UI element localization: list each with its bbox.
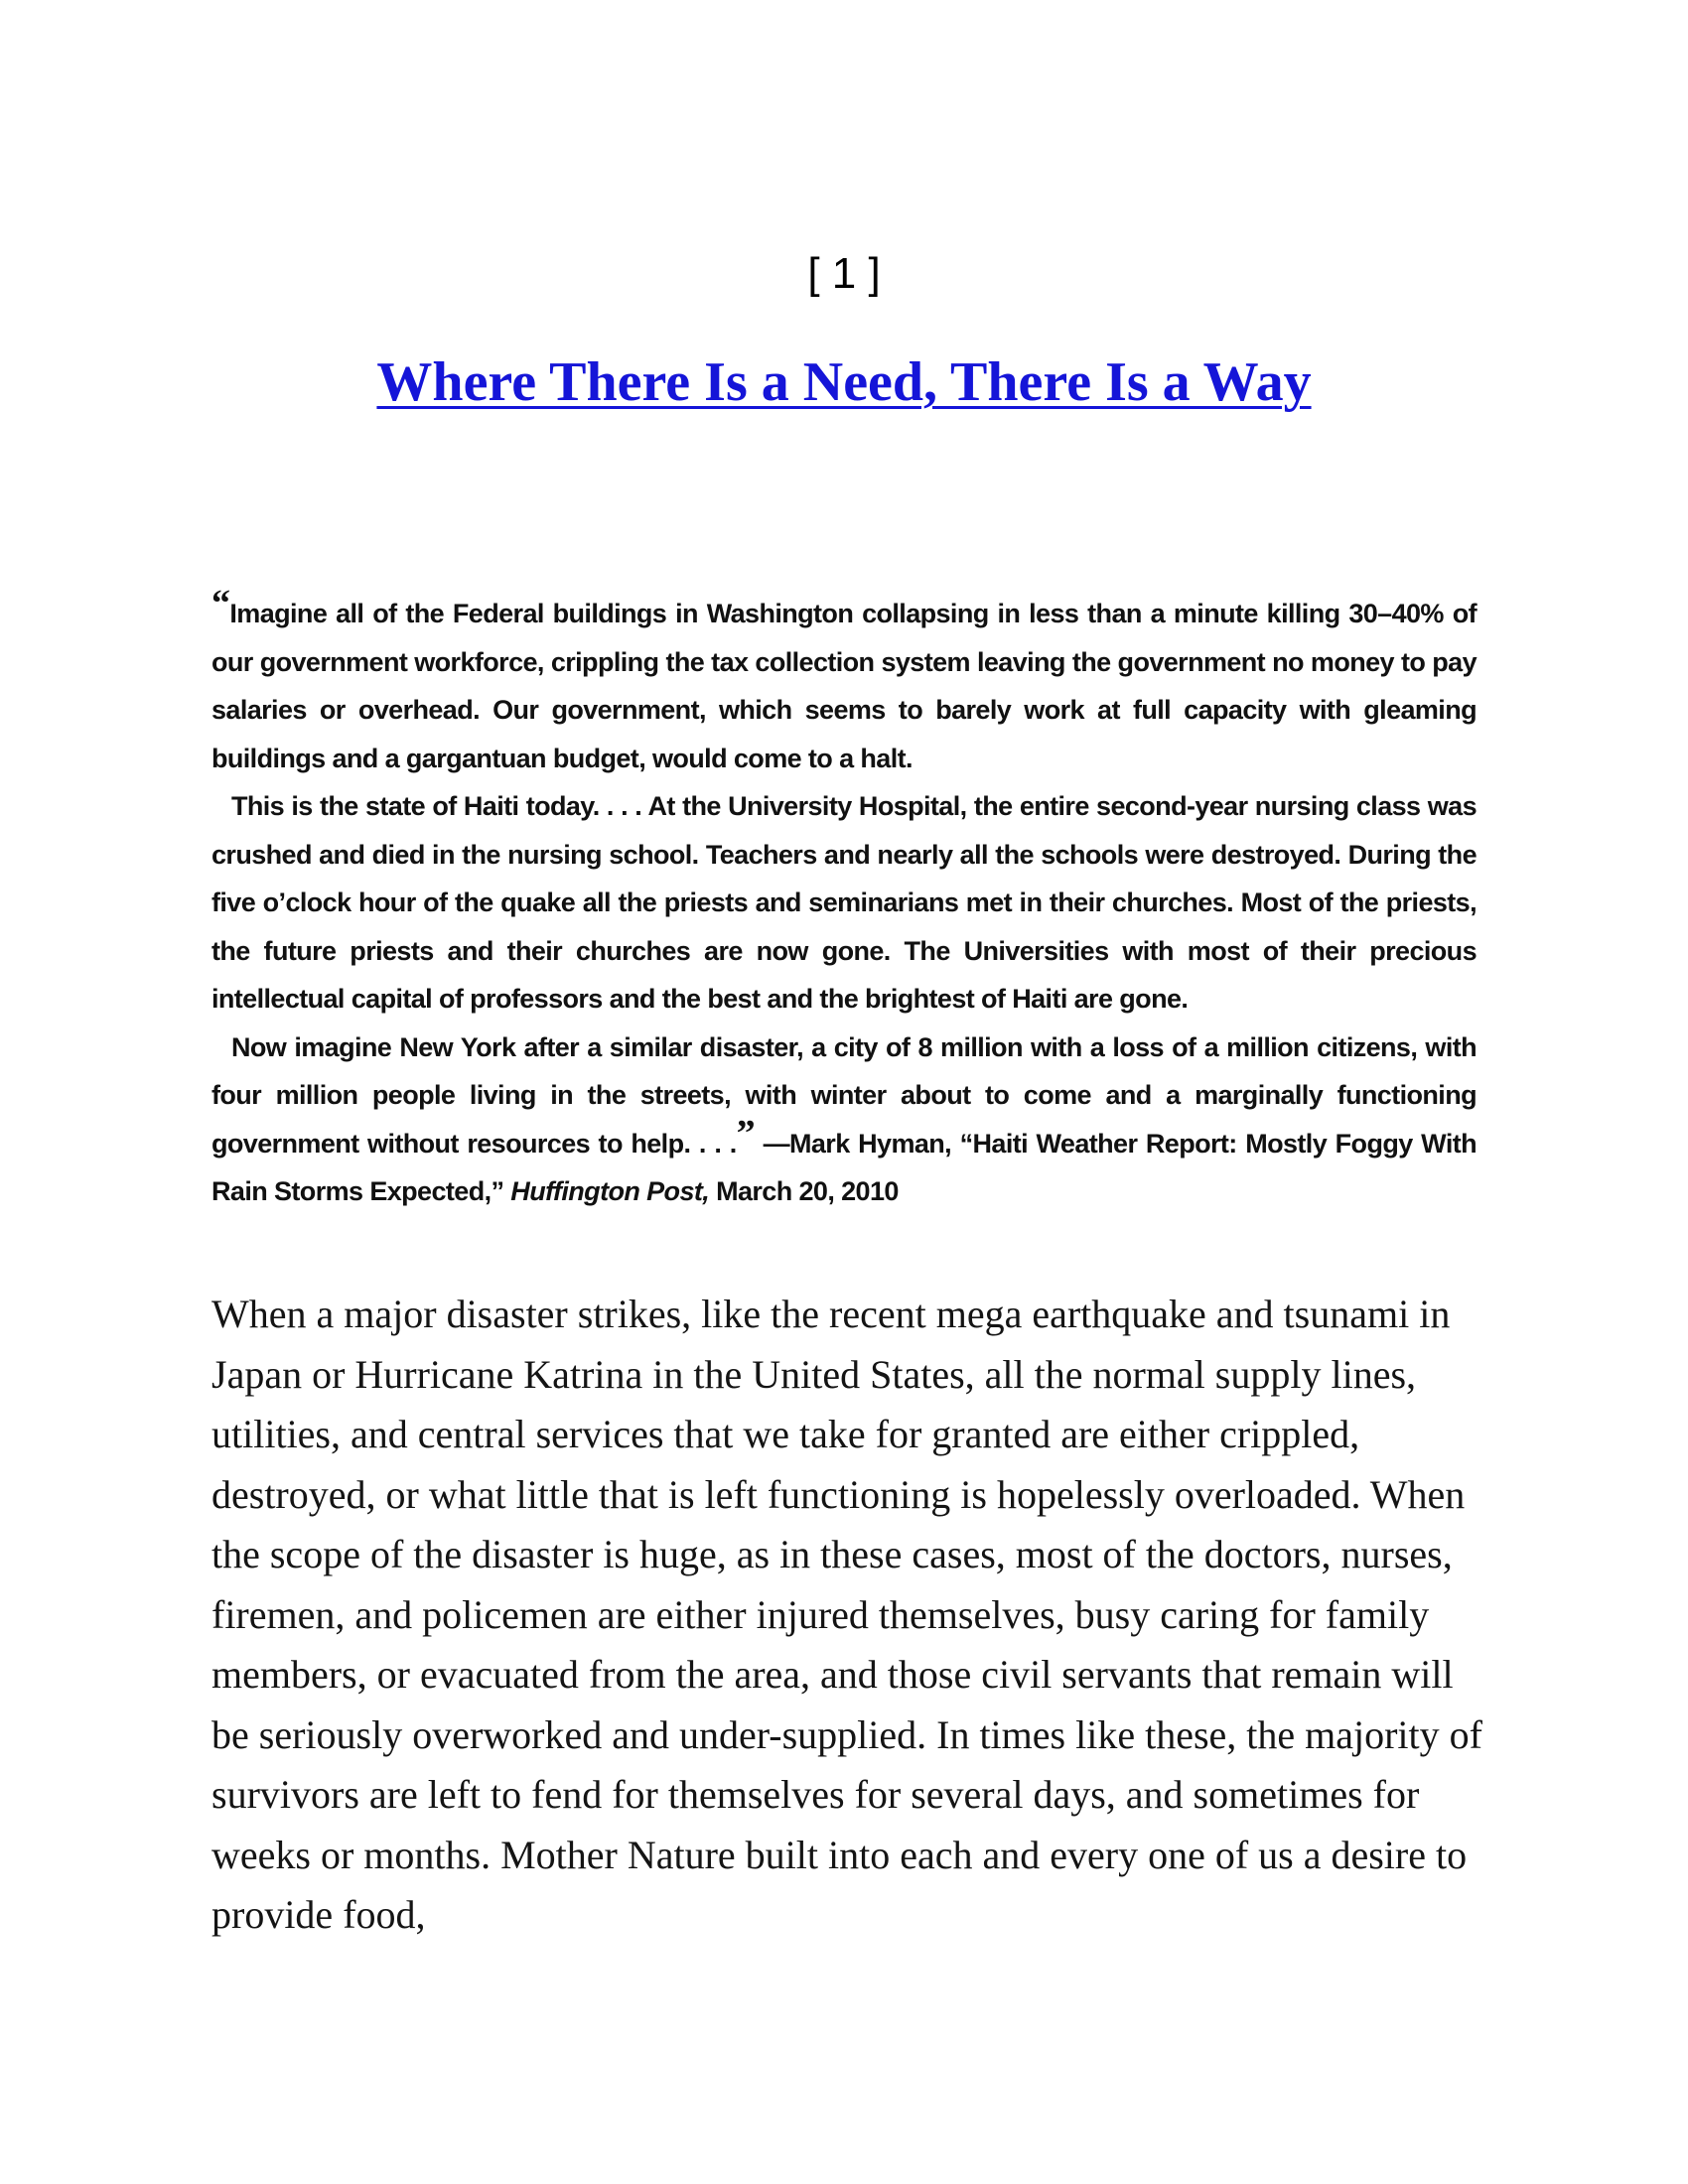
open-quote-mark: “	[211, 583, 230, 625]
epigraph	[211, 583, 1477, 1216]
epigraph-paragraph-3	[211, 1024, 1477, 1216]
epigraph-text-2: This is the state of Haiti today. . . . At the University Hospital, the entire second-year nursing class was crushed and died in the nursing school. Teachers and nearly all the schools were destroyed. During the five o’clock hour of the quake all the priests and seminarians met in their churches. Most of the priests, the future priests and their churches are now gone. The Universities with most of their precious intellectual capital of professors and the best and the brightest of Haiti are gone.	[211, 791, 1477, 1014]
body-paragraph: When a major disaster strikes, like the recent mega earthquake and tsunami in Japan or Hurricane Katrina in the United States, all the normal supply lines, utilities, and central services that we take for granted are either crippled, destroyed, or what little that is left functioning is hopelessly overloaded. When the scope of the disaster is huge, as in these cases, most of the doctors, nurses, firemen, and policemen are either injured themselves, busy caring for family members, or evacuated from the area, and those civil servants that remain will be seriously overworked and under-supplied. In times like these, the majority of survivors are left to fend for themselves for several days, and sometimes for weeks or months. Mother Nature built into each and every one of us a desire to provide food,	[211, 1292, 1482, 1937]
close-quote-mark: ”	[736, 1112, 756, 1155]
epigraph-text-1: Imagine all of the Federal buildings in Washington collapsing in less than a minute killing 30–40% of our government workforce, crippling the tax collection system leaving the government no money to pay salaries or overhead. Our government, which seems to barely work at full capacity with gleaming buildings and a gargantuan budget, would come to a halt.	[211, 599, 1477, 773]
chapter-title-link[interactable]: Where There Is a Need, There Is a Way	[376, 351, 1312, 413]
chapter-title	[0, 346, 1688, 418]
epigraph-attribution: —Mark Hyman, “Haiti Weather Report: Mostly Foggy With Rain Storms Expected,”	[211, 1128, 1477, 1206]
epigraph-date: March 20, 2010	[709, 1176, 899, 1206]
epigraph-paragraph-1	[211, 583, 1477, 782]
chapter-number: [ 1 ]	[807, 249, 881, 298]
body-text	[211, 1285, 1487, 1946]
epigraph-paragraph-2	[211, 782, 1477, 1024]
epigraph-source: Huffington Post,	[510, 1176, 710, 1206]
epigraph-text-3: Now imagine New York after a similar disaster, a city of 8 million with a loss of a million citizens, with four million people living in the streets, with winter about to come and a marginally functioning government without resources to help. . . .	[211, 1031, 1477, 1159]
